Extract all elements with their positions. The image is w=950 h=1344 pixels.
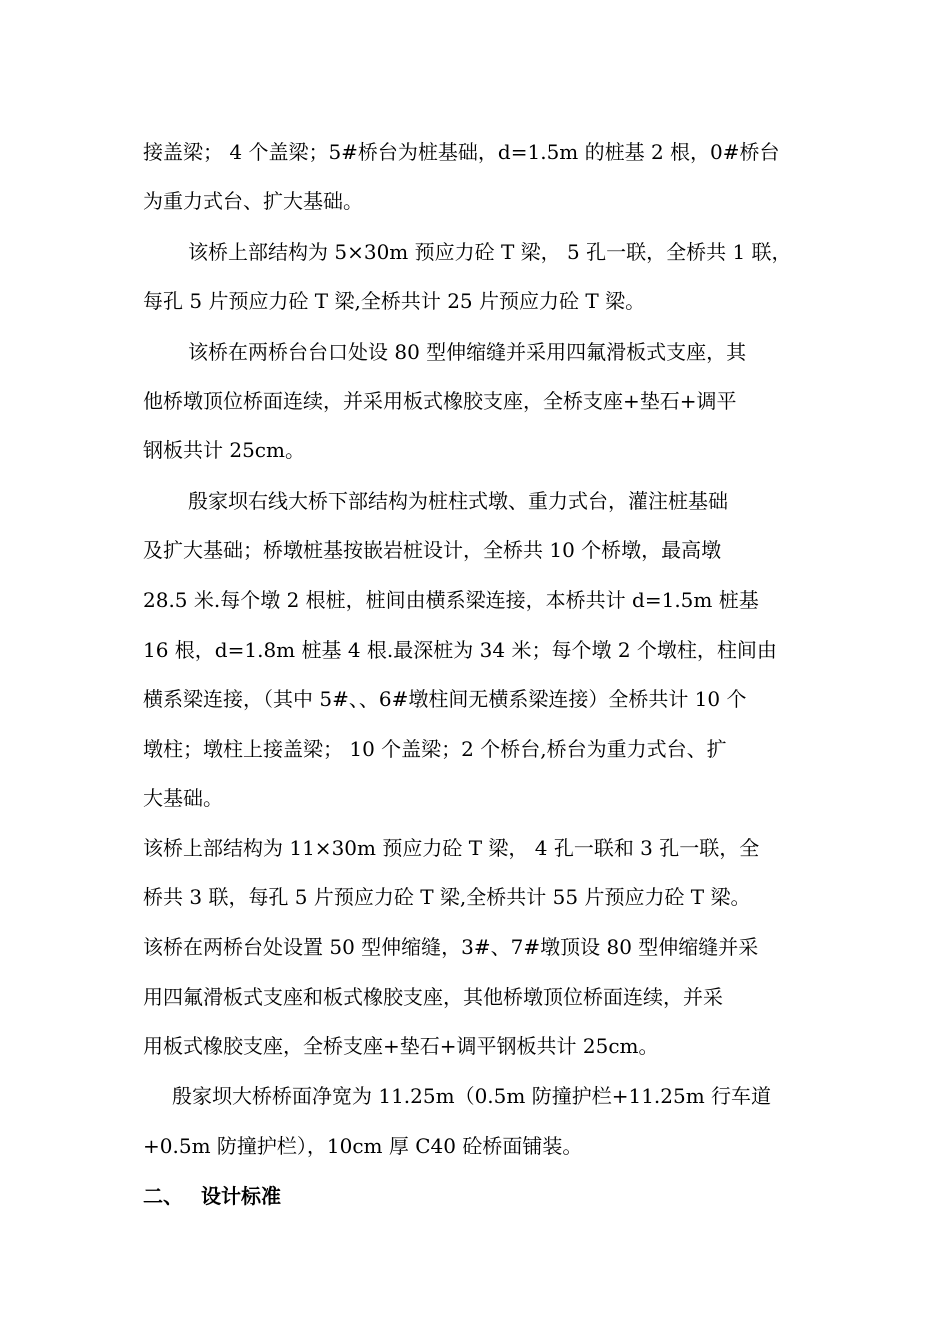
paragraph-line: 墩柱；墩柱上接盖梁； 10 个盖梁；2 个桥台,桥台为重力式台、扩 <box>143 737 727 761</box>
section-number: 二、 <box>143 1184 183 1208</box>
paragraph-line: 用四氟滑板式支座和板式橡胶支座，其他桥墩顶位桥面连续，并采 <box>143 985 723 1009</box>
paragraph-line: 桥共 3 联，每孔 5 片预应力砼 T 梁,全桥共计 55 片预应力砼 T 梁。 <box>143 885 751 909</box>
paragraph-line: 该桥在两桥台台口处设 80 型伸缩缝并采用四氟滑板式支座，其 <box>188 340 747 364</box>
paragraph-line: 殷家坝大桥桥面净宽为 11.25m（0.5m 防撞护栏+11.25m 行车道 <box>172 1084 772 1108</box>
paragraph-line: 大基础。 <box>143 786 223 810</box>
paragraph-line: 每孔 5 片预应力砼 T 梁,全桥共计 25 片预应力砼 T 梁。 <box>143 289 646 313</box>
paragraph-line: 该桥上部结构为 11×30m 预应力砼 T 梁， 4 孔一联和 3 孔一联，全 <box>143 836 760 860</box>
paragraph-line: 为重力式台、扩大基础。 <box>143 189 363 213</box>
paragraph-line: 接盖梁； 4 个盖梁；5#桥台为桩基础，d=1.5m 的桩基 2 根，0#桥台 <box>143 140 780 164</box>
section-heading <box>143 1183 281 1209</box>
paragraph-line: 28.5 米.每个墩 2 根桩，桩间由横系梁连接，本桥共计 d=1.5m 桩基 <box>143 588 759 612</box>
paragraph-line: 他桥墩顶位桥面连续，并采用板式橡胶支座，全桥支座+垫石+调平 <box>143 389 737 413</box>
paragraph-line: 该桥在两桥台处设置 50 型伸缩缝，3#、7#墩顶设 80 型伸缩缝并采 <box>143 935 759 959</box>
paragraph-line: +0.5m 防撞护栏），10cm 厚 C40 砼桥面铺装。 <box>143 1134 583 1158</box>
paragraph-line: 及扩大基础；桥墩桩基按嵌岩桩设计，全桥共 10 个桥墩，最高墩 <box>143 538 722 562</box>
paragraph-line: 钢板共计 25cm。 <box>143 438 305 462</box>
paragraph-line: 横系梁连接，（其中 5#、、6#墩柱间无横系梁连接）全桥共计 10 个 <box>143 687 747 711</box>
paragraph-line: 16 根，d=1.8m 桩基 4 根.最深桩为 34 米；每个墩 2 个墩柱，柱间由 <box>143 638 777 662</box>
paragraph-line: 用板式橡胶支座，全桥支座+垫石+调平钢板共计 25cm。 <box>143 1034 659 1058</box>
section-title: 设计标准 <box>201 1184 281 1208</box>
paragraph-line: 殷家坝右线大桥下部结构为桩柱式墩、重力式台，灌注桩基础 <box>188 489 728 513</box>
paragraph-line: 该桥上部结构为 5×30m 预应力砼 T 梁， 5 孔一联，全桥共 1 联， <box>188 240 792 264</box>
